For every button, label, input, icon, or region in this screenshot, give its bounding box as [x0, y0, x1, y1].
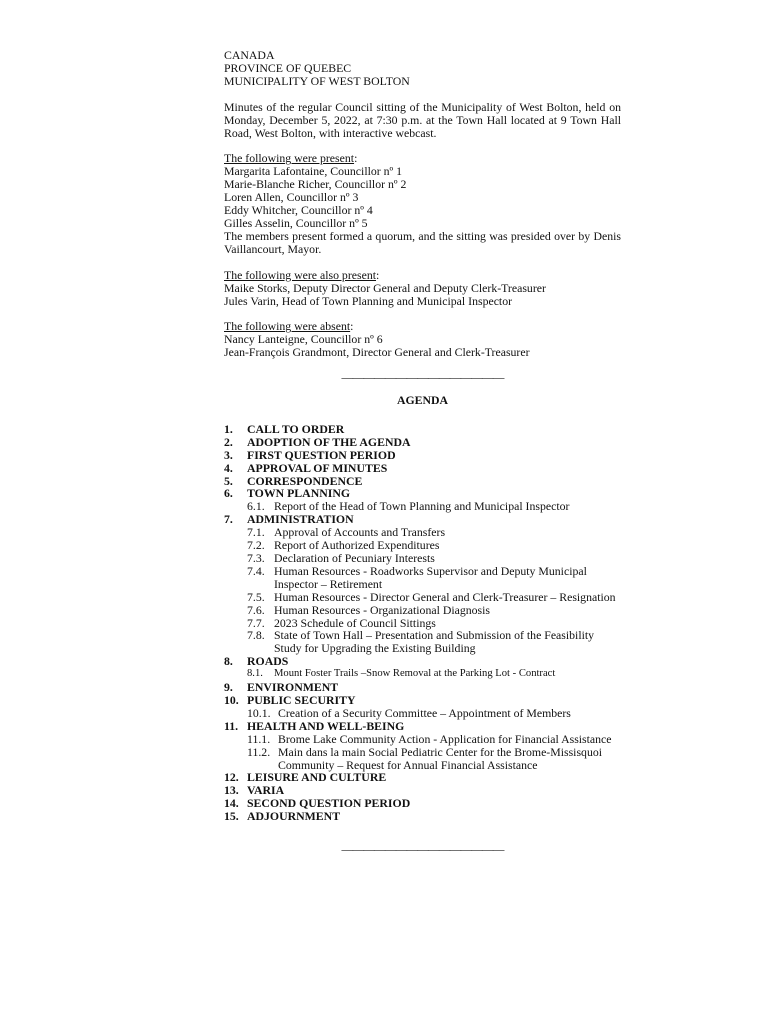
minutes-page	[224, 49, 621, 866]
header-province: PROVINCE OF QUEBEC	[224, 60, 352, 75]
also-present-section: The following were also present: Maike Storks, Deputy Director General and Deputy Clerk-Treasurer Jules Varin, Head of Town Planning and Municipal Inspector	[224, 269, 621, 308]
agenda-item: 1. CALL TO ORDER	[224, 421, 345, 436]
agenda-subitem: 7.4. Human Resources - Roadworks Supervisor and Deputy Municipal Inspector – Retirement	[247, 563, 587, 591]
absent-heading: The following were absent	[224, 319, 351, 334]
agenda-subitem: 10.1. Creation of a Security Committee – Appointment of Members	[247, 705, 571, 720]
agenda-subitem: 7.6. Human Resources - Organizational Diagnosis	[247, 602, 491, 617]
agenda-item: 8. ROADS	[224, 654, 289, 669]
agenda-item: 7. ADMINISTRATION	[224, 512, 354, 527]
agenda-item: 3. FIRST QUESTION PERIOD	[224, 447, 396, 462]
agenda-list	[224, 423, 621, 823]
present-member: Eddy Whitcher, Councillor nº 4	[224, 203, 373, 218]
absent-section: The following were absent: Nancy Lanteigne, Councillor nº 6 Jean-François Grandmont, Director General and Clerk-Treasurer	[224, 320, 621, 359]
agenda-item: 11. HEALTH AND WELL-BEING	[224, 718, 405, 733]
agenda-subitem: 8.1. Mount Foster Trails –Snow Removal at the Parking Lot - Contract	[247, 668, 556, 680]
agenda-subitem: 7.2. Report of Authorized Expenditures	[247, 538, 440, 553]
agenda-item: 14. SECOND QUESTION PERIOD	[224, 796, 411, 811]
agenda-item: 15. ADJOURNMENT	[224, 809, 341, 824]
absent-member: Nancy Lanteigne, Councillor nº 6	[224, 332, 383, 347]
present-member: Loren Allen, Councillor nº 3	[224, 190, 359, 205]
separator-line: ———————————————	[341, 370, 504, 385]
agenda-item: 4. APPROVAL OF MINUTES	[224, 460, 388, 475]
header-municipality: MUNICIPALITY OF WEST BOLTON	[224, 73, 410, 88]
agenda-subitem: 7.5. Human Resources - Director General and Clerk-Treasurer – Resignation	[247, 589, 616, 604]
agenda-item: 10. PUBLIC SECURITY	[224, 692, 356, 707]
agenda-item: 13. VARIA	[224, 783, 285, 798]
intro-paragraph: Minutes of the regular Council sitting of the Municipality of West Bolton, held on Monday, December 5, 2022, at 7:30 p.m. at the Town Hall located at 9 Town Hall Road, West Bolton, with interactive webcast.	[224, 99, 621, 140]
agenda-item: 9. ENVIRONMENT	[224, 680, 339, 695]
present-heading: The following were present	[224, 151, 355, 166]
quorum-statement: The members present formed a quorum, and the sitting was presided over by Denis Vaillancourt, Mayor.	[224, 228, 621, 256]
agenda-item: 6. TOWN PLANNING	[224, 486, 351, 501]
present-member: Gilles Asselin, Councillor nº 5	[224, 215, 368, 230]
also-present-member: Jules Varin, Head of Town Planning and Municipal Inspector	[224, 293, 513, 308]
header-country: CANADA	[224, 48, 275, 62]
agenda-item: 5. CORRESPONDENCE	[224, 473, 363, 488]
absent-member: Jean-François Grandmont, Director General and Clerk-Treasurer	[224, 345, 530, 360]
also-present-member: Maike Storks, Deputy Director General and Deputy Clerk-Treasurer	[224, 280, 546, 295]
agenda-subitem: 11.1. Brome Lake Community Action - Application for Financial Assistance	[247, 731, 612, 746]
agenda-subitem: 11.2. Main dans la main Social Pediatric Center for the Brome-Missisquoi Community – Request for Annual Financial Assistance	[247, 744, 603, 772]
agenda-subitem: 7.3. Declaration of Pecuniary Interests	[247, 551, 435, 565]
present-section: The following were present: Margarita Lafontaine, Councillor nº 1 Marie-Blanche Richer, Councillor nº 2 Loren Allen, Councillor nº 3 Eddy Whitcher, Councillor nº 4 Gilles Asselin, Councillor nº 5 The members present formed a quorum, and the sitting was presided over by Denis Vaillancourt, Mayor.	[224, 151, 621, 256]
agenda-subitem: 6.1. Report of the Head of Town Planning and Municipal Inspector	[247, 499, 570, 514]
present-member: Marie-Blanche Richer, Councillor nº 2	[224, 177, 407, 192]
separator-line-bottom: ———————————————	[341, 842, 504, 857]
agenda-subitem: 7.1. Approval of Accounts and Transfers	[247, 525, 446, 540]
present-member: Margarita Lafontaine, Councillor nº 1	[224, 164, 403, 179]
also-present-heading: The following were also present	[224, 267, 377, 282]
agenda-subitem: 7.7. 2023 Schedule of Council Sittings	[247, 615, 436, 630]
agenda-title: AGENDA	[396, 393, 449, 408]
agenda-subitem: 7.8. State of Town Hall – Presentation and Submission of the Feasibility Study for Upgrading the Existing Building	[247, 628, 595, 656]
agenda-item: 2. ADOPTION OF THE AGENDA	[224, 434, 411, 449]
agenda-item: 12. LEISURE AND CULTURE	[224, 770, 387, 785]
